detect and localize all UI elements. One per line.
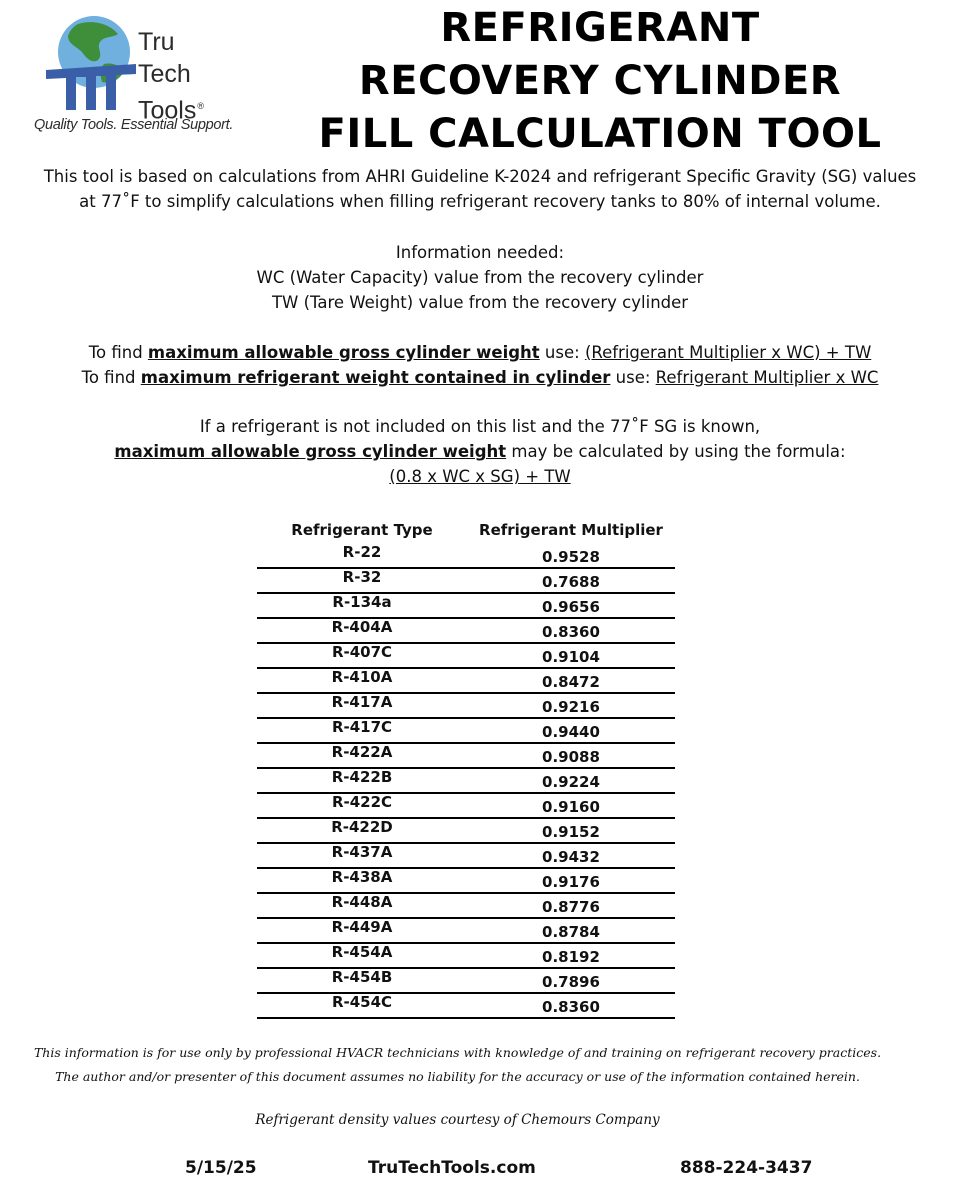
gross-weight-term: maximum allowable gross cylinder weight bbox=[147, 343, 540, 362]
refrigerant-type-cell: R-454B bbox=[331, 968, 393, 986]
refrigerant-type-cell: R-407C bbox=[331, 643, 393, 661]
refrigerant-multiplier-cell: 0.9088 bbox=[542, 748, 600, 766]
table-header-multiplier: Refrigerant Multiplier bbox=[479, 521, 663, 539]
refrigerant-multiplier-cell: 0.9432 bbox=[542, 848, 600, 866]
refrigerant-type-cell: R-134a bbox=[332, 593, 392, 611]
refrigerant-type-cell: R-449A bbox=[331, 918, 393, 936]
intro-line-2: at 77˚F to simplify calculations when filling refrigerant recovery tanks to 80% of internal volume. bbox=[79, 192, 881, 211]
title-line-1: REFRIGERANT bbox=[440, 5, 760, 51]
refrigerant-multiplier-cell: 0.7896 bbox=[542, 973, 600, 991]
logo-word-tech: Tech bbox=[138, 60, 191, 88]
refrigerant-type-cell: R-422A bbox=[331, 743, 393, 761]
table-body bbox=[257, 544, 675, 1019]
intro-paragraph bbox=[0, 164, 960, 214]
refrigerant-type-cell: R-417C bbox=[331, 718, 393, 736]
refrigerant-multiplier-cell: 0.9160 bbox=[542, 798, 600, 816]
refrigerant-multiplier-cell: 0.9440 bbox=[542, 723, 600, 741]
refrigerant-weight-formula: Refrigerant Multiplier x WC bbox=[655, 368, 879, 387]
density-courtesy-note: Refrigerant density values courtesy of Chemours Company bbox=[255, 1112, 660, 1128]
logo-tagline: Quality Tools. Essential Support. bbox=[34, 117, 234, 133]
refrigerant-multiplier-cell: 0.9104 bbox=[542, 648, 600, 666]
refrigerant-type-cell: R-422B bbox=[331, 768, 393, 786]
refrigerant-multiplier-cell: 0.8360 bbox=[542, 998, 600, 1016]
custom-sg-formula-line bbox=[0, 464, 960, 489]
custom-sg-block bbox=[0, 414, 960, 489]
refrigerant-weight-term: maximum refrigerant weight contained in cylinder bbox=[140, 368, 611, 387]
table-header-type: Refrigerant Type bbox=[291, 521, 433, 539]
refrigerant-multiplier-table bbox=[257, 519, 675, 1019]
refrigerant-type-cell: R-422D bbox=[331, 818, 393, 836]
gross-weight-formula: (Refrigerant Multiplier x WC) + TW bbox=[584, 343, 872, 362]
disclaimer-line-1: This information is for use only by professional HVACR technicians with knowledge of and training on refrigerant recovery practices. bbox=[33, 1045, 882, 1060]
refrigerant-type-cell: R-422C bbox=[331, 793, 393, 811]
company-logo bbox=[30, 12, 290, 140]
gross-weight-formula-line: To find maximum allowable gross cylinder weight use: (Refrigerant Multiplier x WC) + TW bbox=[88, 343, 872, 362]
refrigerant-multiplier-cell: 0.8784 bbox=[542, 923, 600, 941]
custom-sg-line-2: maximum allowable gross cylinder weight may be calculated by using the formula: bbox=[114, 442, 846, 461]
custom-gross-weight-term: maximum allowable gross cylinder weight bbox=[114, 442, 507, 461]
info-wc: WC (Water Capacity) value from the recovery cylinder bbox=[256, 268, 704, 287]
refrigerant-multiplier-cell: 0.8776 bbox=[542, 898, 600, 916]
title-line-3: FILL CALCULATION TOOL bbox=[318, 111, 882, 157]
refrigerant-type-cell: R-437A bbox=[331, 843, 393, 861]
refrigerant-type-cell: R-438A bbox=[331, 868, 393, 886]
refrigerant-multiplier-cell: 0.9152 bbox=[542, 823, 600, 841]
logo-word-tru: Tru bbox=[138, 28, 175, 56]
footer-website-link[interactable]: TruTechTools.com bbox=[368, 1158, 536, 1178]
refrigerant-multiplier-cell: 0.8360 bbox=[542, 623, 600, 641]
footer-phone: 888-224-3437 bbox=[680, 1158, 813, 1178]
custom-sg-formula: (0.8 x WC x SG) + TW bbox=[389, 467, 571, 486]
footer-date: 5/15/25 bbox=[185, 1158, 257, 1178]
refrigerant-multiplier-cell: 0.8472 bbox=[542, 673, 600, 691]
refrigerant-weight-formula-line: To find maximum refrigerant weight contained in cylinder use: Refrigerant Multiplier x WC bbox=[81, 368, 879, 387]
refrigerant-multiplier-cell: 0.7688 bbox=[542, 573, 600, 591]
refrigerant-type-cell: R-22 bbox=[342, 543, 382, 561]
disclaimer-line-2: The author and/or presenter of this document assumes no liability for the accuracy or use of the information contained herein. bbox=[55, 1069, 860, 1084]
refrigerant-multiplier-cell: 0.9528 bbox=[542, 548, 600, 566]
info-heading: Information needed: bbox=[395, 243, 565, 262]
table-row bbox=[257, 994, 675, 1019]
formulas-block bbox=[0, 340, 960, 390]
refrigerant-type-cell: R-32 bbox=[342, 568, 382, 586]
page-title bbox=[300, 2, 900, 161]
logo-word-tools: Tools® bbox=[138, 96, 205, 125]
refrigerant-multiplier-cell: 0.8192 bbox=[542, 948, 600, 966]
info-needed-block bbox=[0, 240, 960, 315]
refrigerant-type-cell: R-417A bbox=[331, 693, 393, 711]
refrigerant-type-cell: R-410A bbox=[331, 668, 393, 686]
refrigerant-type-cell: R-454C bbox=[331, 993, 393, 1011]
refrigerant-type-cell: R-404A bbox=[331, 618, 393, 636]
registered-mark: ® bbox=[197, 101, 205, 111]
custom-sg-line-1: If a refrigerant is not included on this list and the 77˚F SG is known, bbox=[199, 417, 761, 436]
info-tw: TW (Tare Weight) value from the recovery cylinder bbox=[271, 293, 689, 312]
intro-line-1: This tool is based on calculations from AHRI Guideline K-2024 and refrigerant Specific Gravity (SG) values bbox=[43, 167, 917, 186]
refrigerant-type-cell: R-448A bbox=[331, 893, 393, 911]
refrigerant-multiplier-cell: 0.9656 bbox=[542, 598, 600, 616]
globe-ttt-logo-icon bbox=[38, 12, 138, 112]
refrigerant-multiplier-cell: 0.9176 bbox=[542, 873, 600, 891]
refrigerant-multiplier-cell: 0.9216 bbox=[542, 698, 600, 716]
refrigerant-type-cell: R-454A bbox=[331, 943, 393, 961]
refrigerant-multiplier-cell: 0.9224 bbox=[542, 773, 600, 791]
title-line-2: RECOVERY CYLINDER bbox=[358, 58, 842, 104]
